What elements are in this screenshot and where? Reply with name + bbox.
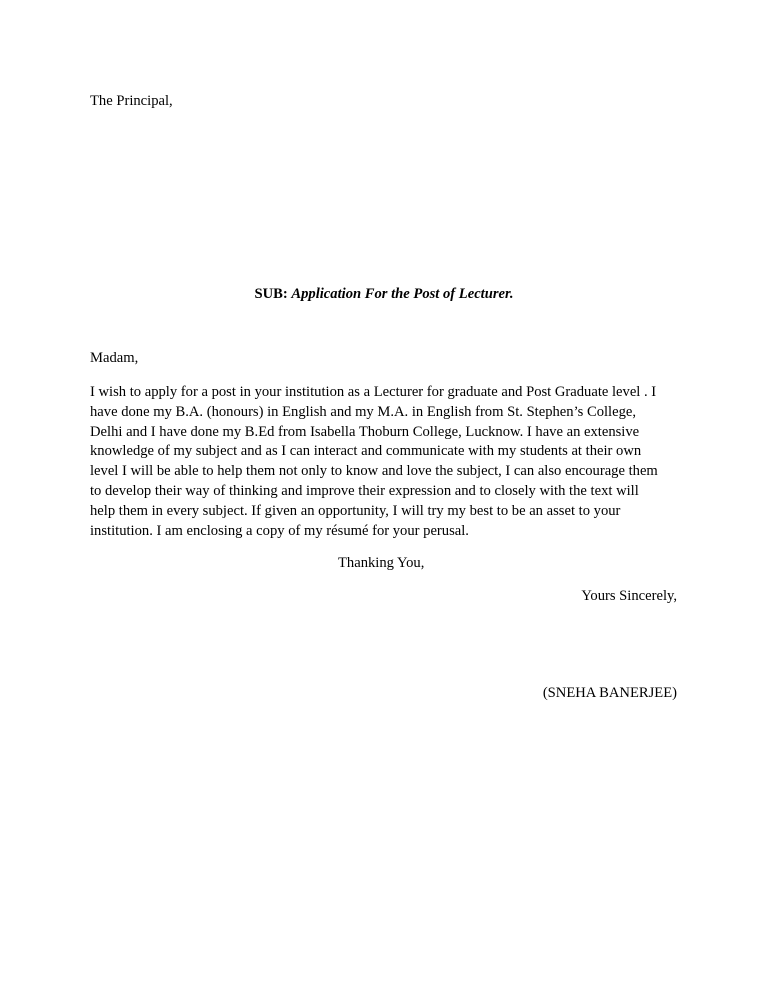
subject-line xyxy=(90,285,678,303)
addressee-line: The Principal, xyxy=(90,93,173,109)
subject-text: Application For the Post of Lecturer. xyxy=(291,286,514,302)
salutation: Madam, xyxy=(90,350,139,366)
body-line: I wish to apply for a post in your institution as a Lecturer for graduate and Post Graduate level . I xyxy=(90,384,657,400)
body-line: institution. I am enclosing a copy of my résumé for your perusal. xyxy=(90,522,469,539)
thanks-line: Thanking You, xyxy=(338,555,425,571)
body-line: help them in every subject. If given an opportunity, I will try my best to be an asset to your xyxy=(90,502,621,519)
body-line: knowledge of my subject and as I can interact and communicate with my students at their own xyxy=(90,443,642,460)
subject-prefix: SUB: xyxy=(254,286,288,302)
body-line: to develop their way of thinking and improve their expression and to closely with the text will xyxy=(90,482,639,499)
closing-line: Yours Sincerely, xyxy=(581,588,677,604)
letter-body xyxy=(90,383,690,541)
body-line: level I will be able to help them not only to know and love the subject, I can also encourage them xyxy=(90,463,658,480)
body-line: Delhi and I have done my B.Ed from Isabella Thoburn College, Lucknow. I have an extensive xyxy=(90,423,640,440)
signature-name: (SNEHA BANERJEE) xyxy=(542,685,677,701)
body-line: have done my B.A. (honours) in English and my M.A. in English from St. Stephen’s College, xyxy=(90,403,637,420)
